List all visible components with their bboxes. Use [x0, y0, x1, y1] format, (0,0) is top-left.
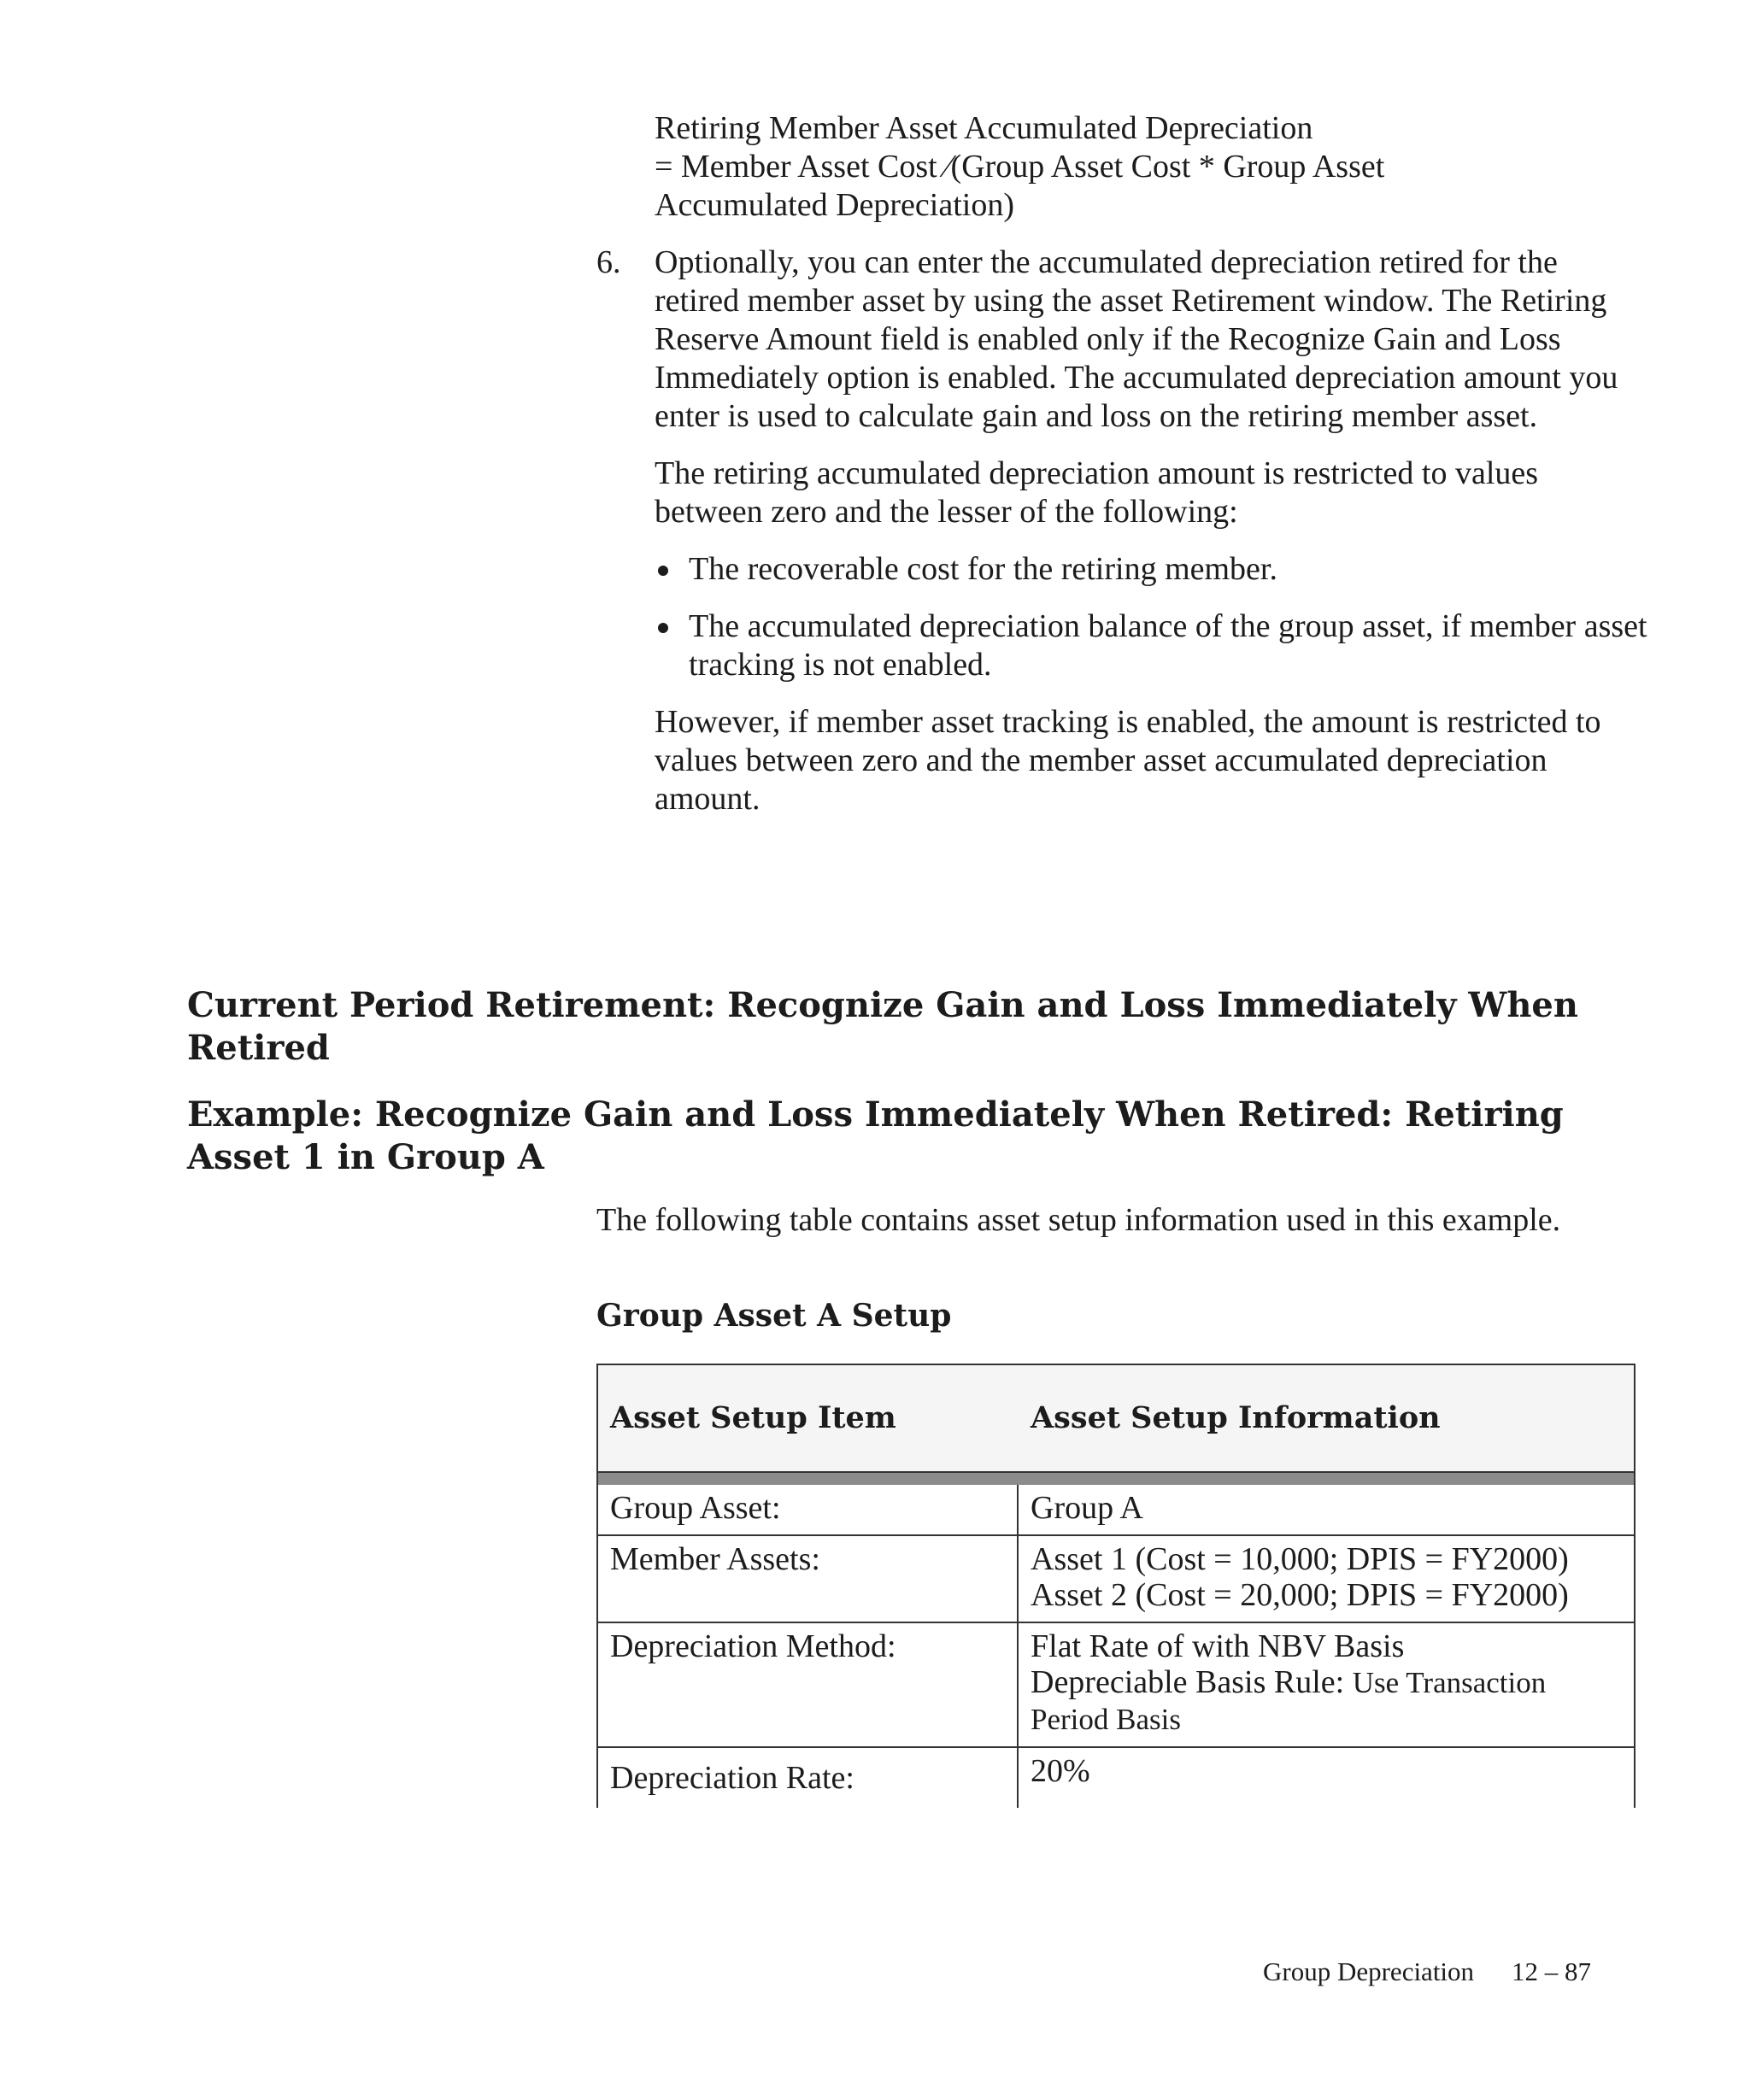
cell-line: Group A: [1031, 1490, 1143, 1526]
table-cell: Depreciation Method:: [598, 1623, 1019, 1746]
column-header: Asset Setup Item: [610, 1400, 896, 1435]
table-header: [596, 1364, 1635, 1473]
example-heading: Example: Recognize Gain and Loss Immediately When Retired: Retiring Asset 1 in Group A: [187, 1094, 1564, 1177]
table-body: [596, 1485, 1635, 1808]
step-paragraph: Optionally, you can enter the accumulated depreciation retired for the retired member asset by using the asset Retirement window. The Retiring Reserve Amount field is enabled only if the Recognize Gain and Loss Immediately option is enabled. The accumulated depreciation amount you enter is used to calculate gain and loss on the retiring member asset.: [655, 244, 1618, 434]
table-cell: [1019, 1485, 1634, 1534]
page-footer: [1263, 1955, 1591, 1989]
table-cell: Depreciation Rate:: [598, 1748, 1019, 1808]
cell-line: 20%: [1031, 1753, 1090, 1789]
table-cell: Member Assets:: [598, 1536, 1019, 1622]
bullet-list: [655, 550, 1647, 684]
bullet-icon: [658, 566, 668, 576]
step-6: [596, 243, 1647, 837]
cell-line: Flat Rate of with NBV Basis: [1031, 1628, 1405, 1664]
list-item-text: The recoverable cost for the retiring member.: [689, 551, 1277, 587]
formula-line: Retiring Member Asset Accumulated Depreciation: [655, 110, 1313, 146]
header-separator: [596, 1473, 1635, 1485]
list-item: [655, 607, 1647, 684]
formula-line: = Member Asset Cost ⁄(Group Asset Cost * Group Asset: [655, 149, 1385, 185]
table-title: Group Asset A Setup: [596, 1298, 952, 1334]
table-row: [598, 1536, 1634, 1623]
table-cell: [1019, 1748, 1634, 1808]
setup-table: [596, 1364, 1635, 1808]
step-number: 6.: [596, 244, 621, 280]
footer-section: Group Depreciation: [1263, 1956, 1475, 1986]
formula-line: Accumulated Depreciation): [655, 187, 1014, 223]
table-row: [598, 1748, 1634, 1808]
step-paragraph: However, if member asset tracking is enabled, the amount is restricted to values between zero and the member asset accumulated depreciation amount.: [655, 704, 1601, 817]
list-item-text: The accumulated depreciation balance of the group asset, if member asset tracking is not enabled.: [689, 608, 1647, 683]
bullet-icon: [658, 623, 668, 633]
page-number: 12 – 87: [1512, 1956, 1592, 1986]
table-row: [598, 1623, 1634, 1748]
rule-label: Depreciable Basis Rule:: [1031, 1664, 1345, 1700]
list-item: [655, 550, 1647, 589]
cell-line: Asset 2 (Cost = 20,000; DPIS = FY2000): [1031, 1577, 1569, 1613]
rule-value: Use Transaction Period Basis: [1031, 1666, 1547, 1736]
step-content: [655, 243, 1647, 818]
table-cell: Group Asset:: [598, 1485, 1019, 1534]
column-header: Asset Setup Information: [1031, 1400, 1441, 1435]
intro-paragraph: The following table contains asset setup information used in this example.: [596, 1202, 1561, 1238]
table-row: [598, 1485, 1634, 1536]
table-cell: [1019, 1536, 1634, 1622]
formula-block: [655, 109, 1637, 225]
step-paragraph: The retiring accumulated depreciation amount is restricted to values between zero and the lesser of the following:: [655, 455, 1539, 530]
table-cell: [1019, 1623, 1634, 1746]
cell-line: Asset 1 (Cost = 10,000; DPIS = FY2000): [1031, 1541, 1569, 1577]
section-heading: Current Period Retirement: Recognize Gain and Loss Immediately When Retired: [187, 985, 1578, 1068]
